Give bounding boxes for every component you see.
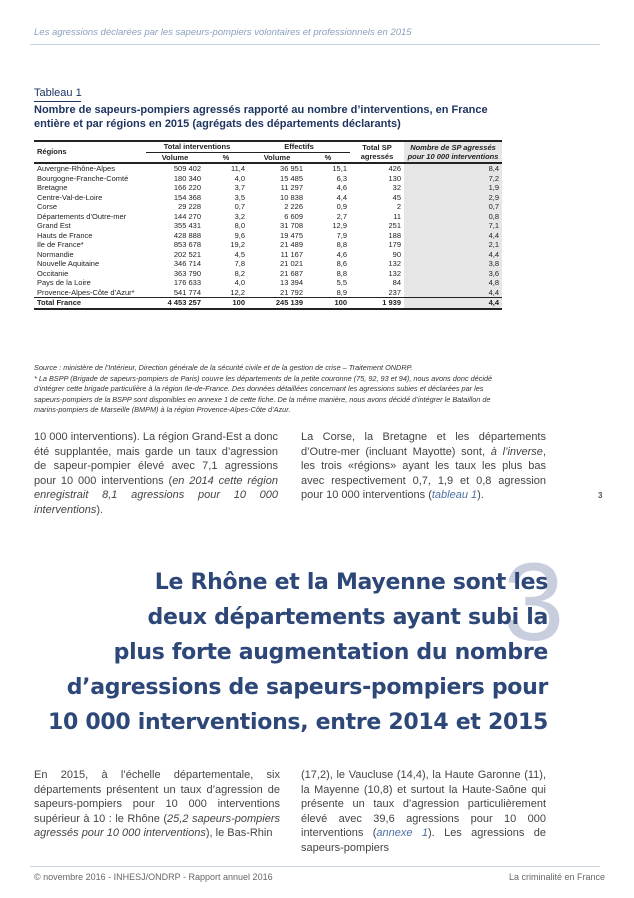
section-title-line: Le Rhône et la Mayenne sont les <box>154 570 548 595</box>
table-cell-ti-pct: 7,8 <box>234 259 245 268</box>
header-regions: Régions <box>34 141 146 163</box>
table-row <box>34 212 502 222</box>
footer-divider <box>30 866 600 867</box>
table-source <box>34 363 504 416</box>
section-title-line: plus forte augmentation du nombre <box>113 640 548 665</box>
text-span: La Corse, la Bretagne et les départements d’Outre-mer (incluant Mayotte) sont, <box>301 431 546 458</box>
paragraph-b-right <box>301 768 546 855</box>
source-line: Source : ministère de l’Intérieur, Direction générale de la sécurité civile et de la gestion de crise – Traitement ONDRP. <box>34 363 413 372</box>
table-cell-ti-pct: 19,2 <box>230 240 245 249</box>
table-cell-total: 188 <box>388 230 401 240</box>
text-span: ). La région Grand-Est a donc été supplantée, mais garde un taux d’agression de sapeur-pompier élevé avec 7,1 agressions pour 10 000 interventions ( <box>34 431 278 487</box>
table-cell-ef-pct: 6,3 <box>336 173 347 183</box>
table-row <box>34 193 502 203</box>
table-cell-region: Corse <box>37 202 58 211</box>
table-cell-rate: 3,6 <box>404 269 502 279</box>
table-cell-rate: 8,4 <box>404 163 502 174</box>
table-cell-ti-pct: 4,0 <box>234 278 245 287</box>
section-number: 3 <box>503 541 565 664</box>
table-cell-region: Centre-Val-de-Loire <box>37 192 103 202</box>
table-cell-total: 251 <box>388 221 401 230</box>
table-cell-total: 179 <box>388 240 401 249</box>
table-cell-total: 2 <box>396 202 401 211</box>
top-divider <box>30 44 600 45</box>
table-row <box>34 183 502 193</box>
table-cell-region: Occitanie <box>37 268 69 278</box>
table-cell-rate: 0,7 <box>404 202 502 212</box>
table-cell-ef-vol: 6 609 <box>284 211 303 221</box>
header-pct-1: % <box>222 152 230 162</box>
table-cell-rate: 2,1 <box>404 240 502 250</box>
table-cell-ef-vol: 31 708 <box>280 221 303 230</box>
table-cell-ef-pct: 8,8 <box>336 240 347 249</box>
table-cell-ti-pct: 8,0 <box>234 221 245 230</box>
header-volume-1: Volume <box>161 152 189 162</box>
table-cell-ti-vol: 202 521 <box>173 249 201 259</box>
table-cell-total: 426 <box>388 164 401 173</box>
table-cell-ef-vol: 36 951 <box>280 164 303 173</box>
table-cell-ef-vol: 11 167 <box>280 249 303 259</box>
table-label-underline <box>34 101 81 102</box>
table-cell-ef-pct: 8,9 <box>336 287 347 297</box>
section-title-line: 10 000 interventions, entre 2014 et 2015 <box>48 710 548 735</box>
text-span-italic: 25,2 sapeurs-pompiers agressés pour 10 000 interventions <box>34 812 280 839</box>
table-cell-ti-pct: 3,7 <box>234 183 245 192</box>
table-cell-ti-vol: 346 714 <box>173 259 201 268</box>
header-effectifs: Effectifs <box>248 141 350 152</box>
table-cell-total: 90 <box>392 249 401 259</box>
table-cell-ef-pct: 2,7 <box>336 211 347 221</box>
table-cell-ef-vol: 21 687 <box>280 268 303 278</box>
total-ti-vol: 4 453 257 <box>146 298 204 309</box>
table-cell-rate: 4,4 <box>404 250 502 260</box>
table-cell-ti-vol: 853 678 <box>173 240 201 249</box>
table-cell-ef-vol: 13 394 <box>280 278 303 287</box>
table-cell-ti-vol: 180 340 <box>173 173 201 183</box>
header-rate: Nombre de SP agressés pour 10 000 interventions <box>404 141 502 163</box>
text-span: ). Les agressions de sapeurs-pompiers <box>301 827 546 854</box>
table-row <box>34 278 502 288</box>
section-title-line: d’agressions de sapeurs-pompiers pour <box>66 675 548 700</box>
table-total-row <box>34 298 502 309</box>
table-row <box>34 269 502 279</box>
table-cell-region: Grand Est <box>37 221 71 230</box>
table-cell-ti-pct: 4,0 <box>234 173 245 183</box>
table-row <box>34 174 502 184</box>
table-cell-ef-vol: 11 297 <box>280 183 303 192</box>
table-cell-total: 130 <box>388 173 401 183</box>
table-cell-rate: 4,8 <box>404 278 502 288</box>
text-span: 10 000 interventions <box>34 431 134 443</box>
table-cell-total: 132 <box>388 268 401 278</box>
total-ti-pct: 100 <box>204 298 248 309</box>
table-cell-ti-vol: 176 633 <box>173 278 201 287</box>
table-cell-ef-vol: 15 485 <box>280 173 303 183</box>
table-cell-ti-pct: 8,2 <box>234 268 245 278</box>
header-volume-2: Volume <box>263 152 291 162</box>
page-number: 3 <box>598 491 603 500</box>
table-row <box>34 250 502 260</box>
text-span: ). <box>477 489 484 501</box>
table-cell-ti-vol: 541 774 <box>173 287 201 297</box>
table-cell-ti-vol: 154 368 <box>173 192 201 202</box>
table-cell-rate: 4,4 <box>404 231 502 241</box>
table-cell-ti-pct: 12,2 <box>230 287 245 297</box>
table-cell-ef-vol: 19 475 <box>280 230 303 240</box>
table-cell-ef-pct: 8,8 <box>336 268 347 278</box>
table-cell-region: Bretagne <box>37 183 68 192</box>
text-span: , les trois «régions» ayant les taux les plus bas avec respectivement 0,7, 1,9 et 0,8 agression pour 10 000 interventions ( <box>301 445 546 501</box>
table-cell-region: Nouvelle Aquitaine <box>37 259 100 268</box>
paragraph-a-right <box>301 430 546 503</box>
table-cell-region: Normandie <box>37 249 74 259</box>
table-cell-ti-vol: 166 220 <box>173 183 201 192</box>
table-cell-total: 132 <box>388 259 401 268</box>
table-cell-ti-vol: 29 228 <box>178 202 201 211</box>
table-cell-ef-pct: 4,6 <box>336 183 347 192</box>
table-cell-ef-pct: 0,9 <box>336 202 347 211</box>
table-label: Tableau 1 <box>34 87 82 99</box>
table-row <box>34 240 502 250</box>
table-cell-rate: 7,1 <box>404 221 502 231</box>
table-cell-ti-pct: 0,7 <box>234 202 245 211</box>
table-cell-rate: 1,9 <box>404 183 502 193</box>
table-cell-rate: 0,8 <box>404 212 502 222</box>
paragraph-b-left <box>34 768 280 841</box>
table-cell-ti-pct: 11,4 <box>230 164 245 173</box>
table-cell-total: 32 <box>392 183 401 192</box>
table-cell-ef-pct: 15,1 <box>332 164 347 173</box>
table-cell-ef-pct: 5,5 <box>336 278 347 287</box>
total-rate: 4,4 <box>404 298 502 309</box>
table-cell-total: 237 <box>388 287 401 297</box>
total-ef-vol: 245 139 <box>248 298 306 309</box>
table-row <box>34 259 502 269</box>
table-row <box>34 231 502 241</box>
total-region: Total France <box>34 298 146 309</box>
table-row <box>34 163 502 174</box>
table-cell-ef-pct: 4,4 <box>336 192 347 202</box>
table-cell-rate: 7,2 <box>404 174 502 184</box>
annex-reference-link[interactable]: annexe 1 <box>376 827 428 839</box>
running-head: Les agressions déclarées par les sapeurs-pompiers volontaires et professionnels en 2015 <box>34 27 412 38</box>
table-cell-region: Bourgogne-Franche-Comté <box>37 173 129 183</box>
table-cell-ti-vol: 355 431 <box>173 221 201 230</box>
table-row <box>34 288 502 298</box>
table-cell-ef-vol: 2 226 <box>284 202 303 211</box>
table-cell-ti-pct: 4,5 <box>234 249 245 259</box>
header-pct-2: % <box>324 152 332 162</box>
header-total-interventions: Total interventions <box>146 141 248 152</box>
text-span: En 2015, à l’échelle départementale, six départements présentent un taux d’agression de sapeurs-pompiers pour 10 000 interventions supérieur à 10 : le Rhône ( <box>34 769 280 825</box>
table-cell-ti-vol: 428 888 <box>173 230 201 240</box>
footer-publication: La criminalité en France <box>509 872 606 882</box>
table-row <box>34 202 502 212</box>
table-cell-ti-vol: 144 270 <box>173 211 201 221</box>
table-title: Nombre de sapeurs-pompiers agressés rapporté au nombre d’interventions, en France entière et par régions en 2015 (agrégats des départements déclarants) <box>34 104 488 130</box>
data-table <box>34 140 502 310</box>
section-title <box>40 565 548 740</box>
table-cell-ti-pct: 3,5 <box>234 192 245 202</box>
table-cell-rate: 4,4 <box>404 288 502 298</box>
table-cell-ef-pct: 12,9 <box>332 221 347 230</box>
table-cell-ti-vol: 509 402 <box>173 164 201 173</box>
table-cell-region: Hauts de France <box>37 230 93 240</box>
table-cell-ti-vol: 363 790 <box>173 268 201 278</box>
text-span: ). <box>96 503 104 516</box>
text-span-italic: en 2014 cette région enregistrait 8,1 agressions pour 10 000 interventions <box>34 474 278 516</box>
table-cell-ef-vol: 21 489 <box>280 240 303 249</box>
source-note: * La BSPP (Brigade de sapeurs-pompiers de Paris) couvre les départements de la petite couronne (75, 92, 93 et 94), nous avons donc décidé d’intégrer cette brigade particulière à la région Ile-de-France. Des données détaillées concernant les agressions subies et déclarées par les sapeurs-pompiers de la BSPP sont disponibles en annexe 1 de cette fiche. De la même manière, nous avons décidé d’intégrer le Bataillon de marins-pompiers de Marseille (BMPM) à la région Provence-Alpes-Côte d’Azur. <box>34 373 493 414</box>
paragraph-a-left <box>34 430 278 517</box>
table-cell-rate: 2,9 <box>404 193 502 203</box>
table-cell-ef-pct: 8,6 <box>336 259 347 268</box>
text-span-italic: à l’inverse <box>490 445 543 458</box>
table-cell-ef-pct: 7,9 <box>336 230 347 240</box>
header-total-sp: Total SP agressés <box>350 141 404 163</box>
footer-copyright: © novembre 2016 - INHESJ/ONDRP - Rapport annuel 2016 <box>34 872 273 882</box>
table-cell-ef-vol: 21 021 <box>280 259 303 268</box>
total-ef-pct: 100 <box>306 298 350 309</box>
table-cell-total: 45 <box>392 192 401 202</box>
table-cell-region: Auvergne-Rhône-Alpes <box>37 164 115 173</box>
text-span: (17,2), le Vaucluse (14,4), la Haute Garonne (11), la Mayenne (10,8) et surtout la Haute-Saône qui présente un taux d’agression particulièrement élevé avec 39,6 agressions pour 10 000 interventions ( <box>301 769 546 839</box>
table-cell-total: 11 <box>393 211 401 221</box>
table-cell-ef-vol: 10 838 <box>280 192 303 202</box>
section-title-line: deux départements ayant subi la <box>147 605 548 630</box>
table-cell-ef-vol: 21 792 <box>280 287 303 297</box>
table-row <box>34 221 502 231</box>
table-cell-rate: 3,8 <box>404 259 502 269</box>
table-cell-region: Provence-Alpes-Côte d’Azur* <box>37 287 135 297</box>
table-cell-region: Ile de France* <box>37 240 84 249</box>
table-cell-ef-pct: 4,6 <box>336 249 347 259</box>
table-reference-link[interactable]: tableau 1 <box>431 489 478 501</box>
total-sp: 1 939 <box>350 298 404 309</box>
table-cell-total: 84 <box>392 278 401 287</box>
table-cell-ti-pct: 3,2 <box>234 211 245 221</box>
table-cell-region: Pays de la Loire <box>37 278 91 287</box>
table-cell-region: Départements d’Outre-mer <box>37 211 127 221</box>
table-cell-ti-pct: 9,6 <box>234 230 245 240</box>
text-span: ), le Bas-Rhin <box>205 827 273 839</box>
